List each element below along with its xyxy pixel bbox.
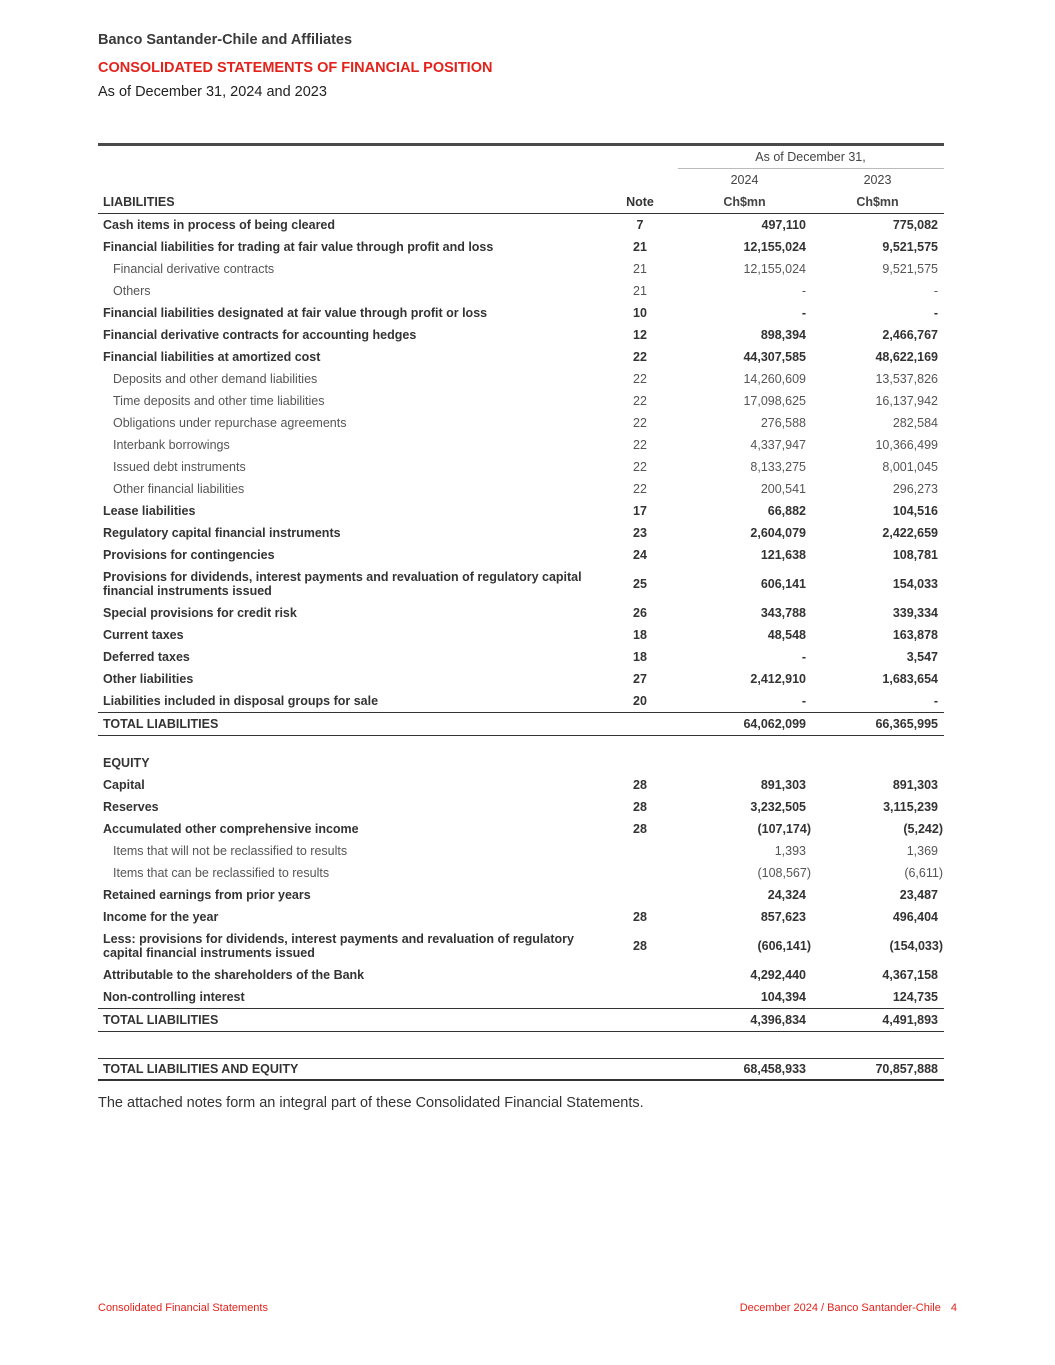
row-value-2024: -: [801, 650, 806, 664]
row-value-2023: 3,115,239: [883, 800, 938, 814]
row-label: Special provisions for credit risk: [103, 606, 297, 620]
note-column-header: Note: [603, 191, 678, 214]
table-row: [98, 214, 944, 237]
row-note: 26: [633, 606, 647, 620]
table-row: [98, 324, 944, 346]
row-note: 21: [633, 262, 647, 276]
row-note: 7: [636, 218, 644, 232]
row-value-2023: 339,334: [892, 606, 938, 620]
row-note: 10: [633, 306, 647, 320]
table-row: [98, 862, 944, 884]
row-value-2023: 4,491,893: [812, 1009, 944, 1032]
statement-date: As of December 31, 2024 and 2023: [98, 84, 327, 100]
row-value-2024: 200,541: [760, 482, 806, 496]
row-value-2024: 4,292,440: [750, 968, 806, 982]
row-value-2024: 606,141: [760, 577, 806, 591]
table-row: [98, 796, 944, 818]
row-label: Deposits and other demand liabilities: [113, 372, 318, 386]
row-note: [603, 884, 678, 906]
row-value-2023: (6,611): [904, 866, 943, 880]
row-label: Attributable to the shareholders of the Bank: [103, 968, 365, 982]
row-value-2023: 3,547: [906, 650, 938, 664]
row-value-2023: 23,487: [899, 888, 938, 902]
row-label: Items that will not be reclassified to results: [113, 844, 348, 858]
row-value-2024: 121,638: [760, 548, 806, 562]
row-label: Liabilities included in disposal groups for sale: [103, 694, 379, 708]
table-row: [98, 236, 944, 258]
table-row: [98, 280, 944, 302]
row-value-2023: 154,033: [892, 577, 938, 591]
row-label: Less: provisions for dividends, interest payments and revaluation of regulatory capital financial instruments issued: [103, 932, 574, 960]
row-value-2024: 2,604,079: [750, 526, 806, 540]
row-note: 27: [633, 672, 647, 686]
grand-total-row: [98, 1059, 944, 1081]
row-note: [603, 986, 678, 1009]
table-row: [98, 544, 944, 566]
row-value-2024: 44,307,585: [743, 350, 806, 364]
row-label: TOTAL LIABILITIES: [98, 1009, 603, 1032]
row-value-2023: 1,369: [906, 844, 938, 858]
table-row: [98, 818, 944, 840]
footer-right: [740, 1302, 957, 1314]
row-value-2023: 108,781: [892, 548, 938, 562]
table-row: [98, 390, 944, 412]
table-row: [98, 456, 944, 478]
row-value-2024: 4,337,947: [750, 438, 806, 452]
year-2024-header: 2024: [730, 173, 759, 187]
row-value-2024: 2,412,910: [750, 672, 806, 686]
table-row: [98, 690, 944, 713]
row-label: Regulatory capital financial instruments: [103, 526, 341, 540]
table-row: [98, 646, 944, 668]
row-label: Financial derivative contracts: [113, 262, 275, 276]
row-value-2023: -: [933, 306, 938, 320]
row-value-2023: 163,878: [892, 628, 938, 642]
row-label: Other financial liabilities: [113, 482, 245, 496]
table-row: [98, 566, 944, 602]
row-value-2023: 8,001,045: [882, 460, 938, 474]
table-row: [98, 522, 944, 544]
table-row: [98, 302, 944, 324]
row-label: Items that can be reclassified to results: [113, 866, 330, 880]
row-value-2023: 48,622,169: [875, 350, 938, 364]
row-label: Obligations under repurchase agreements: [113, 416, 347, 430]
row-value-2024: -: [801, 306, 806, 320]
table-row: [98, 368, 944, 390]
footnote: The attached notes form an integral part of these Consolidated Financial Statements.: [98, 1095, 644, 1111]
row-label: Other liabilities: [103, 672, 194, 686]
row-note: 22: [633, 482, 647, 496]
table-row: [98, 602, 944, 624]
row-note: 12: [633, 328, 647, 342]
row-label: Provisions for contingencies: [103, 548, 275, 562]
row-value-2024: 898,394: [760, 328, 806, 342]
row-label: Cash items in process of being cleared: [103, 218, 336, 232]
row-label: Financial liabilities at amortized cost: [103, 350, 321, 364]
row-value-2023: 891,303: [892, 778, 938, 792]
row-label: Financial liabilities designated at fair value through profit or loss: [103, 306, 488, 320]
row-value-2023: 104,516: [892, 504, 938, 518]
row-label: Reserves: [103, 800, 159, 814]
row-note: 28: [633, 939, 647, 953]
footer-left: Consolidated Financial Statements: [98, 1302, 268, 1314]
row-value-2023: (154,033): [889, 939, 943, 953]
row-label: Others: [113, 284, 151, 298]
row-value-2023: 2,466,767: [882, 328, 938, 342]
table-row: [98, 346, 944, 368]
row-value-2023: 1,683,654: [882, 672, 938, 686]
row-note: 22: [633, 394, 647, 408]
row-note: 21: [633, 284, 647, 298]
row-value-2024: -: [801, 284, 806, 298]
row-label: Interbank borrowings: [113, 438, 230, 452]
row-note: 22: [633, 438, 647, 452]
row-label: TOTAL LIABILITIES: [98, 713, 603, 736]
row-value-2023: 70,857,888: [812, 1059, 944, 1081]
row-value-2024: 24,324: [767, 888, 806, 902]
table-row: [98, 624, 944, 646]
row-value-2024: 891,303: [760, 778, 806, 792]
row-value-2024: 104,394: [760, 990, 806, 1004]
equity-section-header: EQUITY: [103, 756, 150, 770]
row-value-2024: 64,062,099: [678, 713, 812, 736]
unit-2023-header: Ch$mn: [812, 191, 944, 214]
row-label: TOTAL LIABILITIES AND EQUITY: [98, 1059, 603, 1081]
row-label: Lease liabilities: [103, 504, 196, 518]
total-equity-row: [98, 1009, 944, 1032]
company-name: Banco Santander-Chile and Affiliates: [98, 32, 353, 48]
total-liabilities-row: [98, 713, 944, 736]
row-note: 18: [633, 650, 647, 664]
table-row: [98, 774, 944, 796]
year-2023-header: 2023: [863, 173, 892, 187]
row-note: 24: [633, 548, 647, 562]
table-row: [98, 500, 944, 522]
row-note: [603, 964, 678, 986]
table-row: [98, 964, 944, 986]
row-note: 17: [633, 504, 647, 518]
table-row: [98, 412, 944, 434]
row-label: Deferred taxes: [103, 650, 190, 664]
row-note: 20: [633, 694, 647, 708]
row-note: 22: [633, 350, 647, 364]
period-header: As of December 31,: [678, 146, 944, 169]
row-value-2024: 12,155,024: [743, 240, 806, 254]
row-label: Non-controlling interest: [103, 990, 245, 1004]
row-note: 28: [633, 778, 647, 792]
row-value-2024: 68,458,933: [678, 1059, 812, 1081]
row-label: Retained earnings from prior years: [103, 888, 311, 902]
row-value-2023: 124,735: [892, 990, 938, 1004]
table-row: [98, 928, 944, 964]
row-value-2023: -: [933, 694, 938, 708]
row-label: Capital: [103, 778, 145, 792]
row-note: 22: [633, 460, 647, 474]
row-value-2024: 3,232,505: [750, 800, 806, 814]
table-row: [98, 668, 944, 690]
row-value-2024: 66,882: [767, 504, 806, 518]
table-row: [98, 884, 944, 906]
row-note: [603, 862, 678, 884]
row-value-2024: 497,110: [761, 218, 806, 232]
row-label: Financial liabilities for trading at fair value through profit and loss: [103, 240, 494, 254]
table-row: [98, 478, 944, 500]
row-value-2024: 48,548: [767, 628, 806, 642]
liabilities-section-header: LIABILITIES: [98, 191, 603, 214]
row-value-2023: 282,584: [892, 416, 938, 430]
row-value-2023: 13,537,826: [875, 372, 938, 386]
row-note: 28: [633, 822, 647, 836]
row-value-2023: 775,082: [892, 218, 938, 232]
footer-right-text: December 2024 / Banco Santander-Chile: [739, 1302, 941, 1314]
row-value-2024: 14,260,609: [743, 372, 806, 386]
row-value-2024: 4,396,834: [678, 1009, 812, 1032]
table-row: [98, 434, 944, 456]
row-value-2023: 10,366,499: [875, 438, 938, 452]
row-note: 22: [633, 372, 647, 386]
table-row: [98, 840, 944, 862]
row-value-2023: 9,521,575: [882, 262, 938, 276]
table-row: [98, 258, 944, 280]
row-value-2023: 296,273: [892, 482, 938, 496]
table-row: [98, 986, 944, 1009]
row-note: 28: [633, 800, 647, 814]
row-value-2023: 16,137,942: [875, 394, 938, 408]
table-row: [98, 906, 944, 928]
row-value-2023: -: [933, 284, 938, 298]
row-value-2024: 343,788: [760, 606, 806, 620]
row-value-2024: 1,393: [774, 844, 806, 858]
row-label: Income for the year: [103, 910, 219, 924]
unit-2024-header: Ch$mn: [678, 191, 812, 214]
row-value-2024: 276,588: [760, 416, 806, 430]
row-label: Current taxes: [103, 628, 184, 642]
row-label: Provisions for dividends, interest payments and revaluation of regulatory capital financial instruments issued: [103, 570, 582, 598]
row-value-2024: 12,155,024: [743, 262, 806, 276]
row-value-2023: 66,365,995: [812, 713, 944, 736]
row-value-2024: 8,133,275: [750, 460, 806, 474]
row-value-2023: 4,367,158: [882, 968, 938, 982]
row-note: 22: [633, 416, 647, 430]
row-note: 18: [633, 628, 647, 642]
row-value-2024: (108,567): [757, 866, 811, 880]
row-note: 28: [633, 910, 647, 924]
row-value-2024: (107,174): [757, 822, 811, 836]
row-note: 21: [633, 240, 647, 254]
row-value-2023: 9,521,575: [882, 240, 938, 254]
row-value-2023: 2,422,659: [882, 526, 938, 540]
row-value-2024: 857,623: [760, 910, 806, 924]
row-label: Issued debt instruments: [113, 460, 246, 474]
row-value-2023: (5,242): [903, 822, 943, 836]
row-note: 25: [633, 577, 647, 591]
row-value-2024: 17,098,625: [743, 394, 806, 408]
row-value-2024: (606,141): [757, 939, 811, 953]
row-label: Accumulated other comprehensive income: [103, 822, 359, 836]
row-note: 23: [633, 526, 647, 540]
page-number: 4: [950, 1302, 957, 1314]
row-note: [603, 840, 678, 862]
statement-title: CONSOLIDATED STATEMENTS OF FINANCIAL POSITION: [98, 60, 493, 76]
row-label: Time deposits and other time liabilities: [113, 394, 325, 408]
row-value-2023: 496,404: [892, 910, 938, 924]
financial-position-table: [98, 143, 944, 1081]
row-label: Financial derivative contracts for accounting hedges: [103, 328, 417, 342]
row-value-2024: -: [801, 694, 806, 708]
